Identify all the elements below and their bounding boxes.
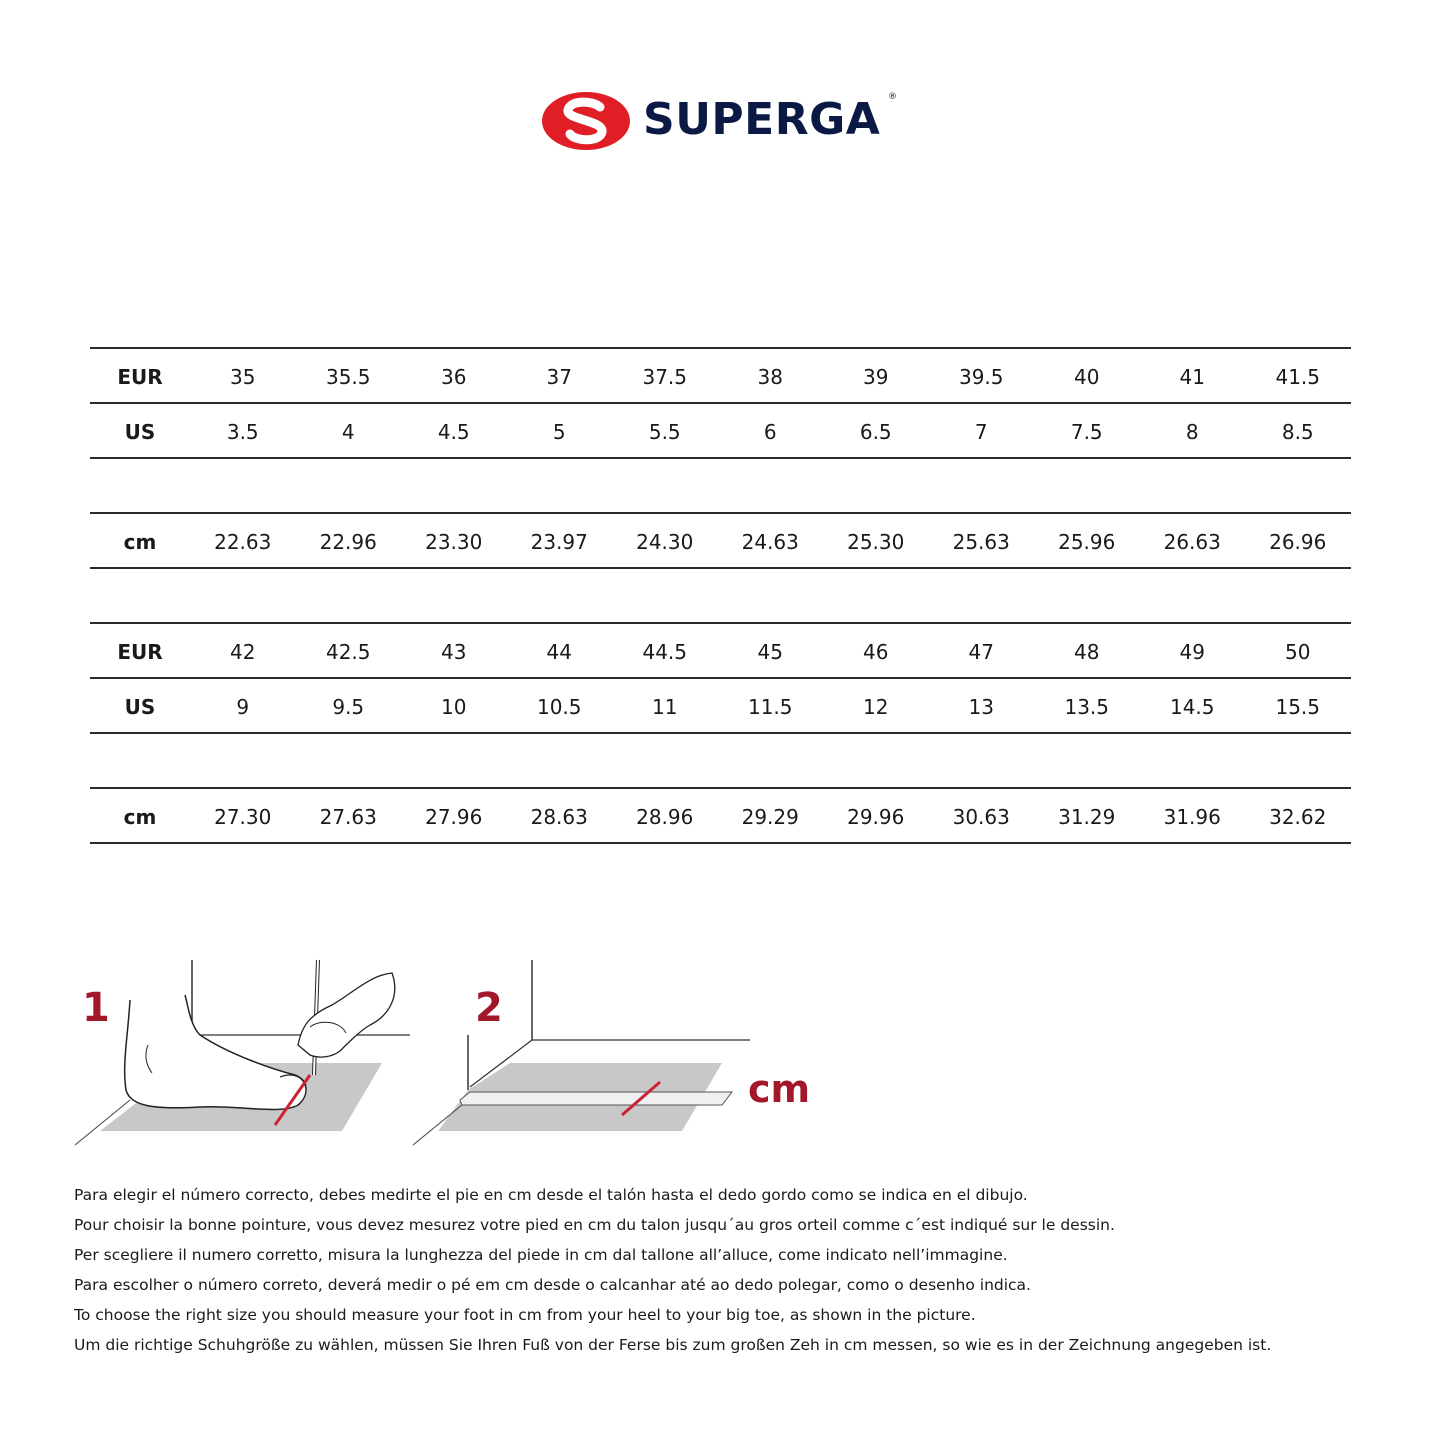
cm-size-cell: 25.96 <box>1058 529 1116 554</box>
us-size-cell: 9.5 <box>332 694 365 719</box>
eur-size-cell: 37.5 <box>642 364 688 389</box>
foot-measuring-drawing <box>70 955 830 1155</box>
cm-size-cell: 27.96 <box>425 804 483 829</box>
eur-size-cell: 48 <box>1074 639 1100 664</box>
us-row-label: US <box>124 694 156 719</box>
eur-size-cell: 47 <box>968 639 994 664</box>
us-size-cell: 3.5 <box>226 419 259 444</box>
cm-size-cell: 22.63 <box>214 529 272 554</box>
instruction-pt: Para escolher o número correto, deverá medir o pé em cm desde o calcanhar até ao dedo polegar, como o desenho indica. <box>74 1276 1031 1294</box>
us-size-cell: 11.5 <box>747 694 793 719</box>
eur-size-cell: 44 <box>546 639 572 664</box>
us-size-cell: 4.5 <box>437 419 470 444</box>
cm-size-cell: 29.29 <box>741 804 799 829</box>
cm-size-cell: 24.30 <box>636 529 694 554</box>
instruction-it: Per scegliere il numero corretto, misura la lunghezza del piede in cm dal tallone all’alluce, come indicato nell’immagine. <box>74 1246 1008 1264</box>
eur-size-cell: 36 <box>441 364 467 389</box>
cm-row <box>90 789 1351 844</box>
instruction-es: Para elegir el número correcto, debes medirte el pie en cm desde el talón hasta el dedo gordo como se indica en el dibujo. <box>74 1186 1028 1204</box>
cm-size-cell: 27.63 <box>319 804 377 829</box>
superga-s-logo-icon <box>540 90 632 152</box>
eur-row-label: EUR <box>117 639 163 664</box>
us-size-cell: 15.5 <box>1275 694 1321 719</box>
eur-size-cell: 41.5 <box>1275 364 1321 389</box>
us-size-cell: 4 <box>341 419 355 444</box>
us-size-cell: 13.5 <box>1064 694 1110 719</box>
eur-size-cell: 38 <box>757 364 783 389</box>
cm-size-cell: 23.97 <box>530 529 588 554</box>
eur-size-cell: 44.5 <box>642 639 688 664</box>
us-size-cell: 8 <box>1185 419 1199 444</box>
us-row <box>90 404 1351 459</box>
cm-row <box>90 514 1351 569</box>
cm-size-cell: 30.63 <box>952 804 1010 829</box>
eur-size-cell: 49 <box>1179 639 1205 664</box>
eur-size-cell: 42 <box>230 639 256 664</box>
eur-size-cell: 40 <box>1074 364 1100 389</box>
cm-row-label: cm <box>123 529 157 554</box>
brand-logo <box>540 88 910 154</box>
us-row-label: US <box>124 419 156 444</box>
instruction-en: To choose the right size you should measure your foot in cm from your heel to your big toe, as shown in the picture. <box>74 1306 976 1324</box>
us-size-cell: 5 <box>552 419 566 444</box>
us-size-cell: 8.5 <box>1281 419 1314 444</box>
eur-row <box>90 624 1351 679</box>
cm-size-cell: 28.96 <box>636 804 694 829</box>
cm-size-cell: 25.30 <box>847 529 905 554</box>
eur-size-cell: 41 <box>1179 364 1205 389</box>
step-2-number: 2 <box>475 985 503 1031</box>
eur-size-cell: 45 <box>757 639 783 664</box>
eur-size-cell: 35 <box>230 364 256 389</box>
registered-mark: ® <box>888 92 897 102</box>
step-1-number: 1 <box>82 985 110 1031</box>
cm-size-cell: 26.96 <box>1269 529 1327 554</box>
us-size-cell: 6 <box>763 419 777 444</box>
cm-size-cell: 23.30 <box>425 529 483 554</box>
cm-size-cell: 25.63 <box>952 529 1010 554</box>
cm-unit-label: cm <box>748 1067 811 1111</box>
cm-row-label: cm <box>123 804 157 829</box>
eur-size-cell: 35.5 <box>325 364 371 389</box>
us-size-cell: 9 <box>236 694 250 719</box>
us-size-cell: 10.5 <box>536 694 582 719</box>
cm-size-cell: 29.96 <box>847 804 905 829</box>
measuring-instructions <box>74 1183 1414 1363</box>
cm-size-cell: 32.62 <box>1269 804 1327 829</box>
eur-size-cell: 42.5 <box>325 639 371 664</box>
us-size-cell: 7.5 <box>1070 419 1103 444</box>
us-size-cell: 11 <box>652 694 678 719</box>
us-size-cell: 6.5 <box>859 419 892 444</box>
cm-size-cell: 27.30 <box>214 804 272 829</box>
cm-size-cell: 31.29 <box>1058 804 1116 829</box>
us-size-cell: 5.5 <box>648 419 681 444</box>
cm-size-cell: 26.63 <box>1163 529 1221 554</box>
brand-name: SUPERGA <box>643 94 881 145</box>
eur-size-cell: 46 <box>863 639 889 664</box>
us-size-cell: 12 <box>863 694 889 719</box>
eur-size-cell: 39.5 <box>958 364 1004 389</box>
instruction-fr: Pour choisir la bonne pointure, vous devez mesurez votre pied en cm du talon jusqu´au gros orteil comme c´est indiqué sur le dessin. <box>74 1216 1115 1234</box>
us-size-cell: 7 <box>974 419 988 444</box>
eur-row <box>90 349 1351 404</box>
eur-size-cell: 50 <box>1285 639 1311 664</box>
eur-size-cell: 37 <box>546 364 572 389</box>
measuring-illustration <box>70 955 830 1155</box>
us-size-cell: 10 <box>441 694 467 719</box>
eur-size-cell: 43 <box>441 639 467 664</box>
cm-size-cell: 24.63 <box>741 529 799 554</box>
eur-row-label: EUR <box>117 364 163 389</box>
us-size-cell: 13 <box>968 694 994 719</box>
us-size-cell: 14.5 <box>1169 694 1215 719</box>
instruction-de: Um die richtige Schuhgröße zu wählen, müssen Sie Ihren Fuß von der Ferse bis zum großen Zeh in cm messen, so wie es in der Zeichnung angegeben ist. <box>74 1336 1272 1354</box>
eur-size-cell: 39 <box>863 364 889 389</box>
us-row <box>90 679 1351 734</box>
cm-size-cell: 31.96 <box>1163 804 1221 829</box>
cm-size-cell: 22.96 <box>319 529 377 554</box>
cm-size-cell: 28.63 <box>530 804 588 829</box>
